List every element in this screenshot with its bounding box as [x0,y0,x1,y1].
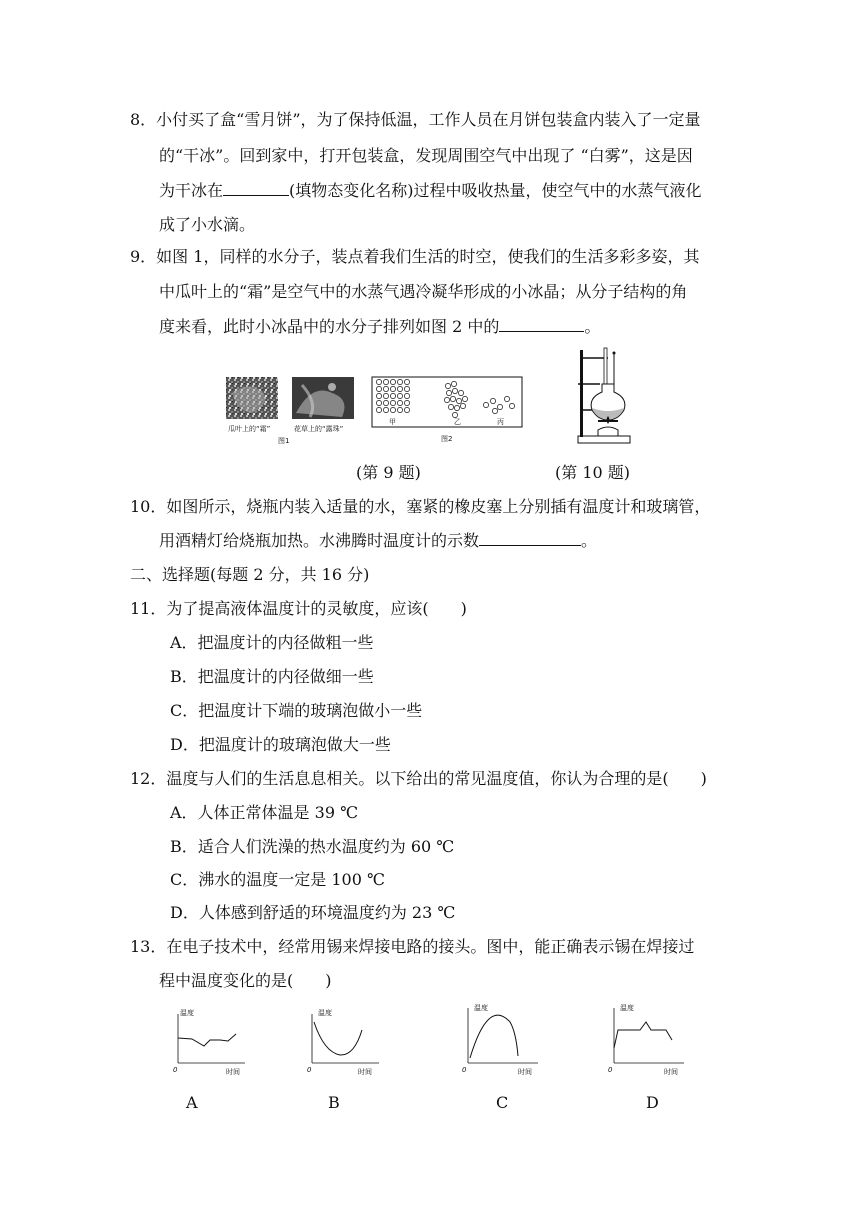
molecule [404,379,409,384]
molecule [376,407,381,412]
molecule [452,412,457,417]
label-bing: 丙 [497,418,504,426]
curve-c [470,1015,518,1058]
figure-1 [222,373,362,445]
q9-line-3b: 。 [584,317,601,336]
figure-10-apparatus [568,344,634,450]
q8-line-4: 成了小水滴。 [159,215,256,234]
q8-line-3 [159,180,702,202]
ylabel: 温度 [620,1004,634,1012]
molecule [390,379,395,384]
q10-line-2 [159,530,597,552]
ylabel: 温度 [180,1009,194,1017]
q12-option-a: A．人体正常体温是 39 ℃ [170,803,358,822]
section-heading: 二、选择题(每题 2 分，共 16 分) [130,565,370,584]
q12-option-b: B．适合人们洗澡的热水温度约为 60 ℃ [170,837,455,856]
molecule [397,393,402,398]
molecule [497,404,502,409]
q11-option-a: A．把温度计的内径做粗一些 [170,633,374,652]
molecule [397,407,402,412]
graph-a [170,1008,250,1076]
molecule [383,400,388,405]
molecule [390,407,395,412]
q12-stem: 12．温度与人们的生活息息相关。以下给出的常见温度值，你认为合理的是( ) [130,769,707,788]
molecule [509,403,514,408]
molecule [376,386,381,391]
molecule [458,390,463,395]
molecule [448,404,453,409]
molecule [490,398,495,403]
origin-label: 0 [173,1066,178,1074]
q9-line-2: 中瓜叶上的“霜”是空气中的水蒸气遇冷凝华形成的小冰晶；从分子结构的角 [159,282,688,301]
molecule [383,386,388,391]
q11-option-d: D．把温度计的玻璃泡做大一些 [170,735,391,754]
q9-line-3 [159,316,600,338]
label-jia: 甲 [389,418,396,426]
stand-base [578,436,630,443]
q10-line-2b: 。 [581,531,598,550]
option-label-c: C [496,1093,509,1112]
q13-line-2: 程中温度变化的是( ) [159,971,332,990]
q8-line-1: 8．小付买了盒“雪月饼”，为了保持低温，工作人员在月饼包装盒内装入了一定量 [130,110,701,129]
figure-2 [369,375,527,447]
q9-line-3a: 度来看，此时小冰晶中的水分子排列如图 2 中的 [159,317,500,336]
molecule [452,388,457,393]
xlabel: 时间 [664,1068,678,1076]
molecule [454,405,459,410]
xlabel: 时间 [518,1068,532,1076]
molecules-yi [444,381,467,417]
q8-line-3a: 为干冰在 [159,181,224,200]
q11-stem: 11．为了提高液体温度计的灵敏度，应该( ) [130,599,467,618]
q8-line-3b: (填物态变化名称)过程中吸收热量，使空气中的水蒸气液化 [289,181,702,200]
curve-b [314,1022,362,1055]
molecule [492,408,497,413]
molecule [404,407,409,412]
molecule [462,396,467,401]
option-label-b: B [328,1093,340,1112]
xlabel: 时间 [226,1068,240,1076]
fig2-label: 图2 [441,435,453,443]
option-label-d: D [646,1093,659,1112]
molecule [404,386,409,391]
molecule [390,400,395,405]
q10-line-2a: 用酒精灯给烧瓶加热。水沸腾时温度计的示数 [159,531,480,550]
ylabel: 温度 [474,1004,488,1012]
molecule [383,379,388,384]
q13-line-1: 13．在电子技术中，经常用锡来焊接电路的接头。图中，能正确表示锡在焊接过 [130,937,695,956]
ylabel: 温度 [318,1009,332,1017]
q8-line-2: 的“干冰”。回到家中，打开包装盒，发现周围空气中出现了 “白雾”，这是因 [159,146,693,165]
molecule [376,400,381,405]
q9-line-1: 9．如图 1，同样的水分子，装点着我们生活的时空，使我们的生活多彩多姿，其 [130,247,700,266]
molecule [404,400,409,405]
molecule [376,393,381,398]
molecule [376,379,381,384]
stand-rod [580,350,583,437]
q9-answer-blank [499,317,584,332]
q11-option-b: B．把温度计的内径做细一些 [170,667,374,686]
molecule [383,407,388,412]
curve-a [178,1034,236,1046]
xlabel: 时间 [358,1068,372,1076]
curve-d [614,1022,672,1048]
molecule [504,396,509,401]
q8-answer-blank [223,181,289,196]
molecules-jia [376,379,409,412]
graph-c [458,1000,544,1076]
origin-label: 0 [608,1066,613,1074]
molecule [397,400,402,405]
q10-answer-blank [479,531,581,546]
molecule [446,390,451,395]
molecule [483,402,488,407]
origin-label: 0 [462,1066,467,1074]
alcohol-lamp [598,427,618,436]
molecule [390,386,395,391]
molecule [445,383,450,388]
caption-q10: (第 10 题) [555,463,631,482]
frost-leaf-photo [226,377,278,419]
q12-option-c: C．沸水的温度一定是 100 ℃ [170,870,385,889]
photo1-caption: 瓜叶上的“霜” [228,425,271,433]
origin-label: 0 [307,1066,312,1074]
dew-flower-photo [292,377,354,419]
molecule [451,381,456,386]
option-label-a: A [186,1093,198,1112]
caption-q9: (第 9 题) [356,463,421,482]
photo2-caption: 花草上的“露珠” [294,425,344,433]
molecule [460,403,465,408]
molecule [404,393,409,398]
q11-option-c: C．把温度计下端的玻璃泡做小一些 [170,701,423,720]
molecule [450,396,455,401]
label-yi: 乙 [454,418,461,426]
q10-line-1: 10．如图所示，烧瓶内装入适量的水，塞紧的橡皮塞上分别插有温度计和玻璃管， [130,497,711,516]
molecule [397,386,402,391]
molecules-bing [483,396,514,413]
molecule [444,397,449,402]
fig1-label: 图1 [278,437,290,445]
molecule [390,393,395,398]
molecule [383,393,388,398]
molecule [456,398,461,403]
graph-d [604,1000,690,1076]
molecule [397,379,402,384]
q12-option-d: D．人体感到舒适的环境温度约为 23 ℃ [170,903,456,922]
graph-b [304,1008,384,1076]
